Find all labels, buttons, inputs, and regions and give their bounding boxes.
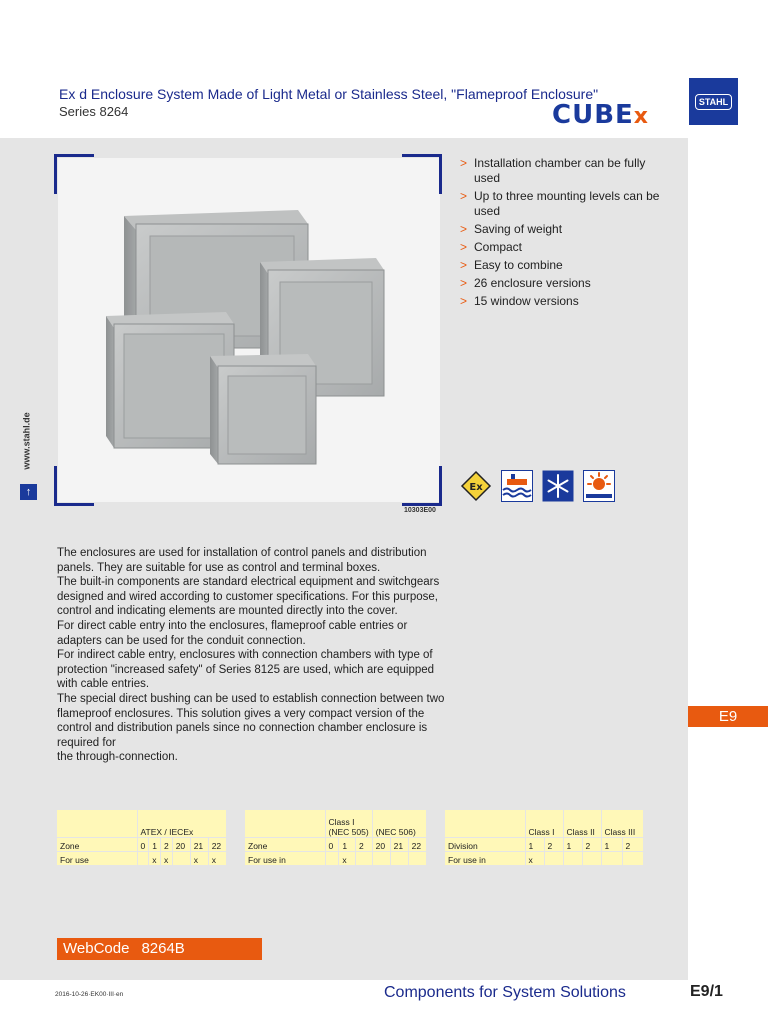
nec-table	[245, 810, 427, 866]
description-paragraph: The built-in components are standard electrical equipment and switchgears designed and wired according to customer specifications. For this purpose, control and indicating elements are mounted directly into the cover.	[57, 576, 440, 618]
side-url-text: www.stahl.de	[21, 412, 32, 470]
atex-zone-cell: 22	[208, 837, 226, 851]
feature-text: Easy to combine	[474, 258, 563, 272]
description-paragraph: The special direct bushing can be used to establish connection between two flameproof enclosures. This solution gives a very compact version of the control and distribution panels since no connection chamber enclosure is required for	[57, 692, 445, 749]
description-paragraph: For direct cable entry into the enclosures, flameproof cable entries or adapters can be used for the conduit connection.	[57, 619, 408, 647]
division-cell: 1	[563, 837, 582, 851]
atex-zone-cell: 1	[149, 837, 161, 851]
feature-marker: >	[460, 240, 468, 254]
nec-class-label: Class I	[328, 816, 355, 827]
photo-corner-bottom-right	[402, 466, 442, 506]
atex-use-cell: x	[208, 851, 226, 865]
nec-use-cell	[356, 851, 373, 865]
page-title: Ex d Enclosure System Made of Light Metal or Stainless Steel, "Flameproof Enclosure"	[59, 86, 599, 102]
division-cell: 2	[544, 837, 563, 851]
division-cell: 1	[525, 837, 544, 851]
webcode-value: 8264B	[141, 940, 185, 957]
feature-text: 15 window versions	[474, 294, 579, 308]
division-class-heading: Class III	[601, 810, 643, 837]
photo-corner-top-left	[54, 154, 94, 194]
description-paragraph: For indirect cable entry, enclosures with connection chambers with type of protection "increased safety" of Series 8125 are used, which are equipped with cable entries.	[57, 649, 435, 691]
series-label: Series 8264	[59, 104, 129, 119]
feature-text: Saving of weight	[474, 222, 563, 236]
footer-date: 2016-10-26·EK00·III·en	[55, 991, 124, 998]
atex-use-cell: x	[190, 851, 208, 865]
nec-use-cell	[372, 851, 390, 865]
feature-marker: >	[460, 276, 468, 290]
feature-marker: >	[460, 189, 468, 203]
division-use-cell	[582, 851, 601, 865]
division-table	[445, 810, 644, 866]
photo-corner-bottom-left	[54, 466, 94, 506]
cubex-logo-x: x	[633, 104, 649, 129]
feature-text: Installation chamber can be fully used	[474, 156, 646, 185]
ex-icon-label: Ex	[469, 482, 483, 493]
nec-use-cell: x	[339, 851, 356, 865]
atex-heading-blank	[57, 810, 137, 837]
product-photo	[58, 158, 440, 502]
nec-zone-cell: 21	[390, 837, 408, 851]
webcode-label: WebCode	[63, 940, 130, 957]
section-tab[interactable]: E9	[688, 706, 768, 727]
division-heading-blank	[445, 810, 525, 837]
atex-use-cell	[172, 851, 190, 865]
photo-corner-top-right	[402, 154, 442, 194]
division-cell: 2	[582, 837, 601, 851]
photo-code: 10303E00	[404, 507, 436, 514]
division-use-cell	[622, 851, 643, 865]
nec-505-label: (NEC 505)	[328, 826, 369, 837]
nec-zone-cell: 20	[372, 837, 390, 851]
enclosures-illustration	[58, 158, 440, 502]
nec-zone-cell: 22	[408, 837, 426, 851]
side-url[interactable]	[22, 408, 36, 478]
division-use-label: For use in	[445, 851, 525, 865]
atex-zone-label: Zone	[57, 837, 137, 851]
division-use-cell	[601, 851, 622, 865]
atex-zone-cell: 20	[172, 837, 190, 851]
feature-marker: >	[460, 222, 468, 236]
nec-zone-label: Zone	[245, 837, 325, 851]
feature-text: Up to three mounting levels can be used	[474, 189, 660, 218]
feature-item	[458, 222, 668, 237]
stahl-logo[interactable]	[689, 78, 738, 125]
offshore-icon	[501, 470, 533, 502]
atex-zone-cell: 21	[190, 837, 208, 851]
atex-use-cell: x	[149, 851, 161, 865]
page-number: E9/1	[690, 983, 723, 1000]
nec-heading-505	[325, 810, 372, 837]
nec-heading-blank	[245, 810, 325, 837]
feature-item	[458, 294, 668, 309]
nec-use-cell	[325, 851, 339, 865]
division-cell: 1	[601, 837, 622, 851]
division-use-cell	[563, 851, 582, 865]
heat-icon	[583, 470, 615, 502]
atex-zone-cell: 0	[137, 837, 149, 851]
nec-zone-cell: 2	[356, 837, 373, 851]
description	[57, 546, 447, 765]
cold-icon	[542, 470, 574, 502]
nec-use-cell	[408, 851, 426, 865]
description-paragraph: the through-connection.	[57, 751, 178, 764]
division-class-heading: Class II	[563, 810, 601, 837]
division-cell: 2	[622, 837, 643, 851]
division-class-heading: Class I	[525, 810, 563, 837]
feature-item	[458, 276, 668, 291]
webcode-badge[interactable]	[57, 938, 262, 960]
arrow-up-icon[interactable]: ↑	[20, 484, 37, 500]
cubex-logo-main: CUBE	[552, 100, 634, 130]
feature-marker: >	[460, 156, 468, 170]
atex-use-cell	[137, 851, 149, 865]
enclosure-front	[210, 354, 316, 464]
division-use-cell	[544, 851, 563, 865]
atex-use-label: For use	[57, 851, 137, 865]
division-use-cell: x	[525, 851, 544, 865]
footer-title: Components for System Solutions	[384, 984, 626, 1001]
feature-text: Compact	[474, 240, 523, 254]
stahl-logo-text: STAHL	[695, 94, 732, 110]
feature-item	[458, 258, 668, 273]
feature-marker: >	[460, 258, 468, 272]
nec-heading-506: (NEC 506)	[372, 810, 426, 837]
division-label: Division	[445, 837, 525, 851]
atex-use-cell: x	[160, 851, 172, 865]
page-header	[0, 0, 768, 138]
feature-list	[458, 156, 668, 312]
nec-zone-cell: 0	[325, 837, 339, 851]
ex-icon	[460, 470, 492, 502]
atex-heading: ATEX / IECEx	[137, 810, 226, 837]
feature-item	[458, 189, 668, 219]
atex-table	[57, 810, 227, 866]
nec-zone-cell: 1	[339, 837, 356, 851]
feature-marker: >	[460, 294, 468, 308]
feature-item	[458, 156, 668, 186]
feature-item	[458, 240, 668, 255]
nec-use-label: For use in	[245, 851, 325, 865]
description-paragraph: The enclosures are used for installation of control panels and distribution panels. They are suitable for use as control and terminal boxes.	[57, 547, 427, 574]
cubex-logo	[552, 100, 649, 132]
atex-zone-cell: 2	[160, 837, 172, 851]
nec-use-cell	[390, 851, 408, 865]
feature-text: 26 enclosure versions	[474, 276, 591, 290]
